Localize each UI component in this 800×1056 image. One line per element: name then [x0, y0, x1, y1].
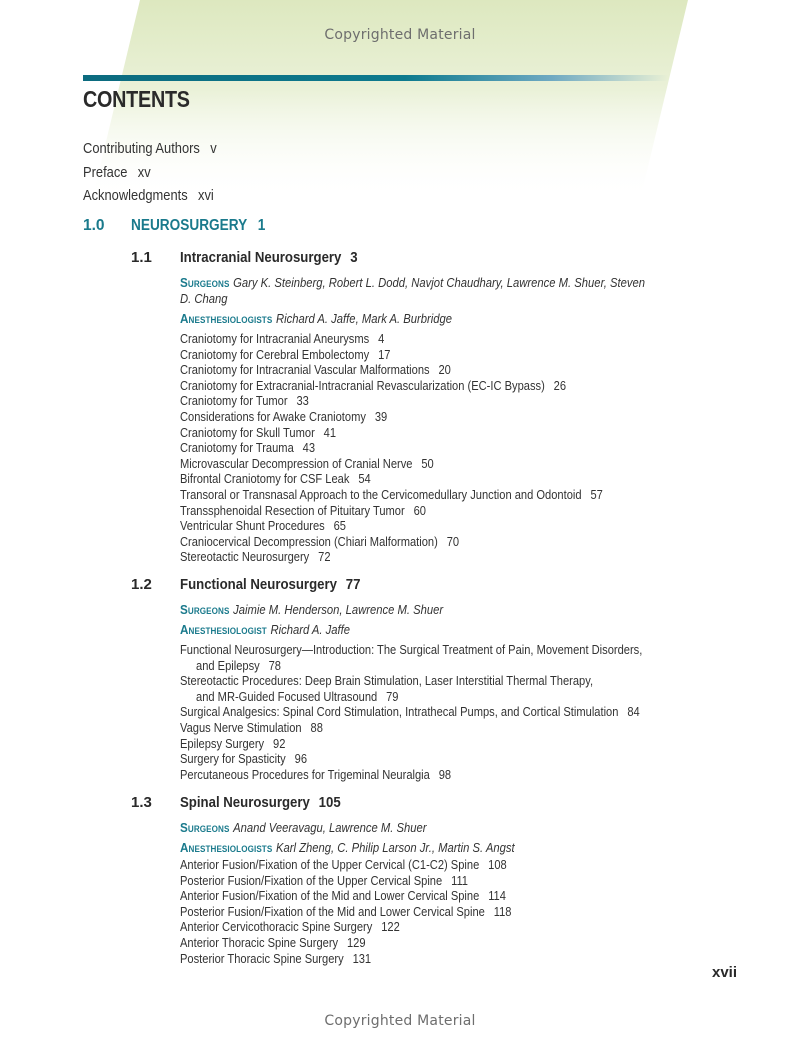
section-number: 1.2	[131, 576, 152, 593]
chapter-title: Surgical Analgesics: Spinal Cord Stimulation, Intrathecal Pumps, and Cortical Stimulation	[180, 705, 619, 720]
section-page: 77	[345, 576, 361, 593]
chapter-entry[interactable]	[180, 721, 635, 737]
entry-title: Contributing Authors	[83, 140, 200, 157]
chapter-entry[interactable]	[180, 858, 635, 874]
front-matter-entry[interactable]	[83, 140, 217, 157]
section-heading[interactable]	[131, 249, 691, 269]
chapter-page: 26	[553, 378, 567, 393]
front-matter-entry[interactable]	[83, 164, 151, 181]
chapter-entry[interactable]	[180, 472, 635, 488]
copyright-watermark-bottom: Copyrighted Material	[324, 1013, 476, 1029]
chapter-page: 78	[268, 658, 282, 673]
chapter-page: 122	[381, 920, 400, 935]
chapter-page: 17	[378, 347, 391, 362]
chapter-page: 111	[451, 873, 469, 888]
chapter-page: 33	[296, 394, 309, 409]
chapter-entry[interactable]	[180, 643, 643, 674]
chapter-entry[interactable]	[180, 737, 635, 753]
chapter-page: 54	[358, 472, 371, 487]
chapter-page: 57	[590, 487, 603, 502]
anesthesiologists-label: Anesthesiologist	[180, 622, 267, 637]
chapter-entry[interactable]	[180, 752, 635, 768]
chapter-title: Posterior Fusion/Fixation of the Mid and Lower Cervical Spine	[180, 904, 485, 919]
chapter-title: Functional Neurosurgery—Introduction: The Surgical Treatment of Pain, Movement Disorders,	[180, 643, 643, 657]
chapter-entry[interactable]	[180, 363, 635, 379]
part-page: 1	[257, 217, 266, 234]
chapter-page: 65	[333, 519, 346, 534]
surgeons-names: Anand Veeravagu, Lawrence M. Shuer	[233, 821, 427, 835]
entry-page: xv	[137, 164, 151, 181]
chapter-entry[interactable]	[180, 550, 635, 566]
chapter-title: Craniotomy for Skull Tumor	[180, 425, 315, 440]
chapter-entry[interactable]	[180, 936, 635, 952]
chapter-title: Craniotomy for Intracranial Aneurysms	[180, 332, 370, 346]
page-title: CONTENTS	[83, 86, 190, 112]
surgeons-line	[180, 275, 648, 307]
chapter-entry[interactable]	[180, 674, 635, 705]
section-1-2	[131, 576, 691, 783]
section-heading[interactable]	[131, 794, 691, 814]
chapter-entry[interactable]	[180, 332, 635, 348]
chapter-page: 43	[302, 441, 316, 456]
chapter-title: Anterior Fusion/Fixation of the Upper Cervical (C1-C2) Spine	[180, 858, 480, 872]
chapter-page: 118	[493, 904, 512, 919]
chapter-page: 108	[488, 858, 507, 872]
anesthesiologists-line	[180, 622, 648, 638]
chapter-title: Vagus Nerve Stimulation	[180, 720, 302, 735]
chapter-entry[interactable]	[180, 768, 635, 784]
section-title: Intracranial Neurosurgery	[180, 249, 342, 266]
chapter-entry[interactable]	[180, 441, 635, 457]
chapter-entry[interactable]	[180, 535, 635, 551]
chapter-entry[interactable]	[180, 426, 635, 442]
surgeons-label: Surgeons	[180, 275, 230, 290]
entry-page: v	[210, 140, 217, 157]
chapter-title: Epilepsy Surgery	[180, 736, 265, 751]
chapter-page: 60	[413, 503, 426, 518]
chapter-entry[interactable]	[180, 457, 635, 473]
section-title: Spinal Neurosurgery	[180, 794, 310, 811]
chapter-title: Craniotomy for Trauma	[180, 441, 294, 456]
chapter-title-cont-text: and MR-Guided Focused Ultrasound	[196, 689, 378, 704]
section-number: 1.3	[131, 794, 152, 811]
chapter-title: Transoral or Transnasal Approach to the Cervicomedullary Junction and Odontoid	[180, 487, 582, 502]
section-page: 3	[350, 249, 358, 266]
chapter-title: Transsphenoidal Resection of Pituitary Tumor	[180, 503, 405, 518]
chapter-title: Anterior Fusion/Fixation of the Mid and Lower Cervical Spine	[180, 889, 480, 904]
anesthesiologists-names: Richard A. Jaffe, Mark A. Burbridge	[275, 312, 453, 326]
part-title: NEUROSURGERY	[131, 217, 248, 234]
chapter-page: 50	[421, 456, 434, 471]
chapter-title: Microvascular Decompression of Cranial Nerve	[180, 456, 413, 471]
chapter-page: 72	[318, 550, 331, 565]
section-page: 105	[318, 794, 341, 811]
entry-title: Acknowledgments	[83, 187, 188, 204]
chapter-title: Posterior Thoracic Spine Surgery	[180, 951, 344, 966]
chapter-title: Anterior Cervicothoracic Spine Surgery	[180, 920, 373, 935]
surgeons-line	[180, 602, 648, 618]
part-number: 1.0	[83, 217, 105, 234]
copyright-watermark-top: Copyrighted Material	[324, 27, 476, 43]
chapter-entry[interactable]	[180, 410, 635, 426]
chapter-page: 4	[378, 332, 385, 346]
chapter-entry[interactable]	[180, 379, 635, 395]
chapter-title: Percutaneous Procedures for Trigeminal Neuralgia	[180, 767, 430, 782]
chapter-entry[interactable]	[180, 920, 635, 936]
chapter-title: Anterior Thoracic Spine Surgery	[180, 935, 339, 950]
page-number: xvii	[712, 964, 738, 981]
anesthesiologists-line	[180, 840, 648, 856]
chapter-page: 41	[323, 425, 337, 440]
chapter-title: Craniotomy for Extracranial-Intracranial Revascularization (EC-IC Bypass)	[180, 378, 545, 393]
chapter-title: Craniotomy for Tumor	[180, 394, 288, 409]
chapter-page: 114	[488, 889, 506, 904]
chapter-entry[interactable]	[180, 348, 635, 364]
chapter-entry[interactable]	[180, 874, 635, 890]
anesthesiologists-line	[180, 311, 648, 327]
chapter-page: 129	[347, 935, 366, 950]
chapter-page: 20	[438, 363, 451, 378]
chapter-page: 79	[386, 689, 399, 704]
anesthesiologists-label: Anesthesiologists	[180, 311, 273, 326]
anesthesiologists-label: Anesthesiologists	[180, 840, 273, 855]
chapter-page: 88	[310, 720, 323, 735]
chapter-title: Stereotactic Neurosurgery	[180, 550, 310, 565]
chapter-page: 98	[438, 767, 452, 782]
chapter-title: Ventricular Shunt Procedures	[180, 519, 325, 534]
chapter-entry[interactable]	[180, 905, 635, 921]
chapter-entry[interactable]	[180, 519, 635, 535]
entry-title: Preface	[83, 164, 128, 181]
chapter-page: 39	[374, 409, 388, 424]
section-1-1	[131, 249, 691, 566]
chapter-entry[interactable]	[180, 394, 635, 410]
chapter-title: Posterior Fusion/Fixation of the Upper Cervical Spine	[180, 873, 443, 888]
chapter-list	[180, 858, 691, 967]
section-number: 1.1	[131, 249, 152, 266]
chapter-entry[interactable]	[180, 504, 635, 520]
header-rule	[83, 75, 668, 81]
anesthesiologists-names: Richard A. Jaffe	[270, 623, 351, 637]
chapter-entry[interactable]	[180, 889, 635, 905]
chapter-title: Craniotomy for Cerebral Embolectomy	[180, 347, 370, 362]
chapter-title: Stereotactic Procedures: Deep Brain Stimulation, Laser Interstitial Thermal Therapy,	[180, 674, 594, 689]
chapter-page: 84	[627, 705, 640, 720]
chapter-title-continued	[180, 690, 635, 706]
surgeons-names: Gary K. Steinberg, Robert L. Dodd, Navjot Chaudhary, Lawrence M. Shuer, Steven D. Chang	[180, 276, 645, 306]
surgeons-label: Surgeons	[180, 602, 230, 617]
chapter-title: Craniocervical Decompression (Chiari Malformation)	[180, 534, 438, 549]
surgeons-line	[180, 820, 648, 836]
section-title: Functional Neurosurgery	[180, 576, 337, 593]
chapter-entry[interactable]	[180, 705, 640, 721]
chapter-list	[180, 643, 691, 783]
chapter-page: 96	[294, 752, 308, 767]
chapter-entry[interactable]	[180, 488, 635, 504]
section-1-3	[131, 794, 691, 967]
chapter-page: 131	[352, 951, 372, 966]
chapter-title: Considerations for Awake Craniotomy	[180, 409, 366, 424]
chapter-title-cont-text: and Epilepsy	[196, 658, 260, 673]
surgeons-names: Jaimie M. Henderson, Lawrence M. Shuer	[233, 603, 444, 617]
chapter-title: Surgery for Spasticity	[180, 752, 286, 767]
chapter-title: Craniotomy for Intracranial Vascular Malformations	[180, 363, 430, 378]
front-matter-entry[interactable]	[83, 187, 214, 204]
chapter-title: Bifrontal Craniotomy for CSF Leak	[180, 472, 350, 487]
chapter-page: 92	[273, 736, 286, 751]
chapter-title-continued	[180, 659, 635, 675]
chapter-page: 70	[446, 534, 460, 549]
chapter-list	[180, 332, 691, 566]
chapter-entry[interactable]	[180, 952, 635, 968]
section-heading[interactable]	[131, 576, 691, 596]
entry-page: xvi	[198, 187, 214, 204]
surgeons-label: Surgeons	[180, 820, 230, 835]
anesthesiologists-names: Karl Zheng, C. Philip Larson Jr., Martin S. Angst	[275, 841, 515, 855]
